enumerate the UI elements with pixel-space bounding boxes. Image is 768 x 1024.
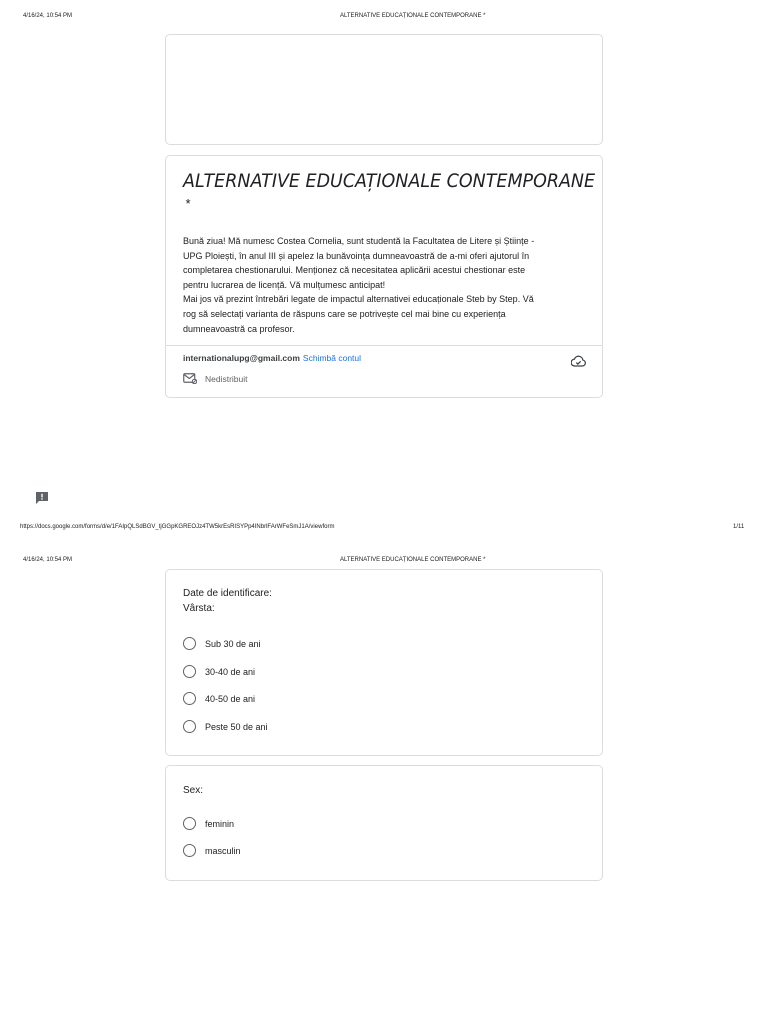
divider: [166, 345, 602, 346]
share-status-row: [183, 373, 248, 384]
option-label: feminin: [205, 818, 235, 829]
radio-button[interactable]: [183, 817, 196, 830]
radio-button[interactable]: [183, 720, 196, 733]
description-line: rog să selectați varianta de răspuns care se potrivește cel mai bine cu experiența: [183, 308, 506, 319]
question-title: [183, 586, 272, 616]
radio-option[interactable]: [183, 665, 255, 678]
option-label: 40-50 de ani: [205, 693, 256, 704]
question-title: [183, 783, 203, 798]
description-line: UPG Ploiești, în anul III și apelez la bunăvoința dumneavoastră de a-mi oferi ajutorul în: [183, 250, 530, 261]
question-card-sex: [165, 765, 603, 881]
radio-button[interactable]: [183, 844, 196, 857]
form-description: [183, 234, 588, 336]
share-status: Nedistribuit: [205, 373, 248, 384]
radio-option[interactable]: [183, 844, 241, 857]
description-line: Bună ziua! Mă numesc Costea Cornelia, sunt studentă la Facultatea de Litere și Științe -: [183, 236, 535, 246]
question-card-age: [165, 569, 603, 756]
switch-account-link[interactable]: Schimbă contul: [302, 353, 362, 363]
description-line: pentru lucrarea de licență. Vă mulțumesc anticipat!: [183, 279, 386, 290]
mail-shared-icon: [183, 373, 197, 384]
option-label: Peste 50 de ani: [205, 721, 268, 732]
form-title: ALTERNATIVE EDUCAȚIONALE CONTEMPORANE: [183, 170, 596, 192]
description-line: completarea chestionarului. Menționez că necesitatea aplicării acestui chestionar este: [183, 265, 526, 276]
description-line: Mai jos vă prezint întrebări legate de impactul alternativei educaționale Steb by Step. Vă: [183, 294, 534, 305]
account-row: [183, 353, 361, 363]
required-mark: *: [185, 196, 191, 211]
report-icon[interactable]: [35, 491, 49, 504]
radio-button[interactable]: [183, 637, 196, 650]
radio-button[interactable]: [183, 665, 196, 678]
print-url: https://docs.google.com/forms/d/e/1FAIpQLSdBGV_tjGGpKGREOJz4TW5krEsRISYPp4INbrlFArWFeSmJ1A/viewform: [20, 524, 335, 530]
option-label: 30-40 de ani: [205, 666, 256, 677]
radio-option[interactable]: [183, 692, 255, 705]
radio-option[interactable]: [183, 637, 261, 650]
print-page-number: 1/11: [733, 524, 745, 530]
print-datetime: 4/16/24, 10:54 PM: [23, 557, 73, 563]
radio-option[interactable]: [183, 817, 234, 830]
print-doc-title: ALTERNATIVE EDUCAȚIONALE CONTEMPORANE *: [340, 13, 486, 19]
option-label: masculin: [205, 845, 241, 856]
option-label: Sub 30 de ani: [205, 638, 261, 649]
print-doc-title: ALTERNATIVE EDUCAȚIONALE CONTEMPORANE *: [340, 557, 486, 563]
print-datetime: 4/16/24, 10:54 PM: [23, 13, 73, 19]
question-title-line: Date de identificare:: [183, 588, 272, 599]
description-line: dumneavoastră ca profesor.: [183, 323, 295, 334]
form-header-card: [165, 155, 603, 398]
radio-button[interactable]: [183, 692, 196, 705]
cloud-check-icon: [571, 355, 586, 367]
question-title-line: Vârsta:: [183, 603, 215, 614]
radio-option[interactable]: [183, 720, 268, 733]
account-email: internationalupg@gmail.com: [183, 353, 300, 363]
question-title-line: Sex:: [183, 785, 204, 796]
header-image-card: [165, 34, 603, 145]
